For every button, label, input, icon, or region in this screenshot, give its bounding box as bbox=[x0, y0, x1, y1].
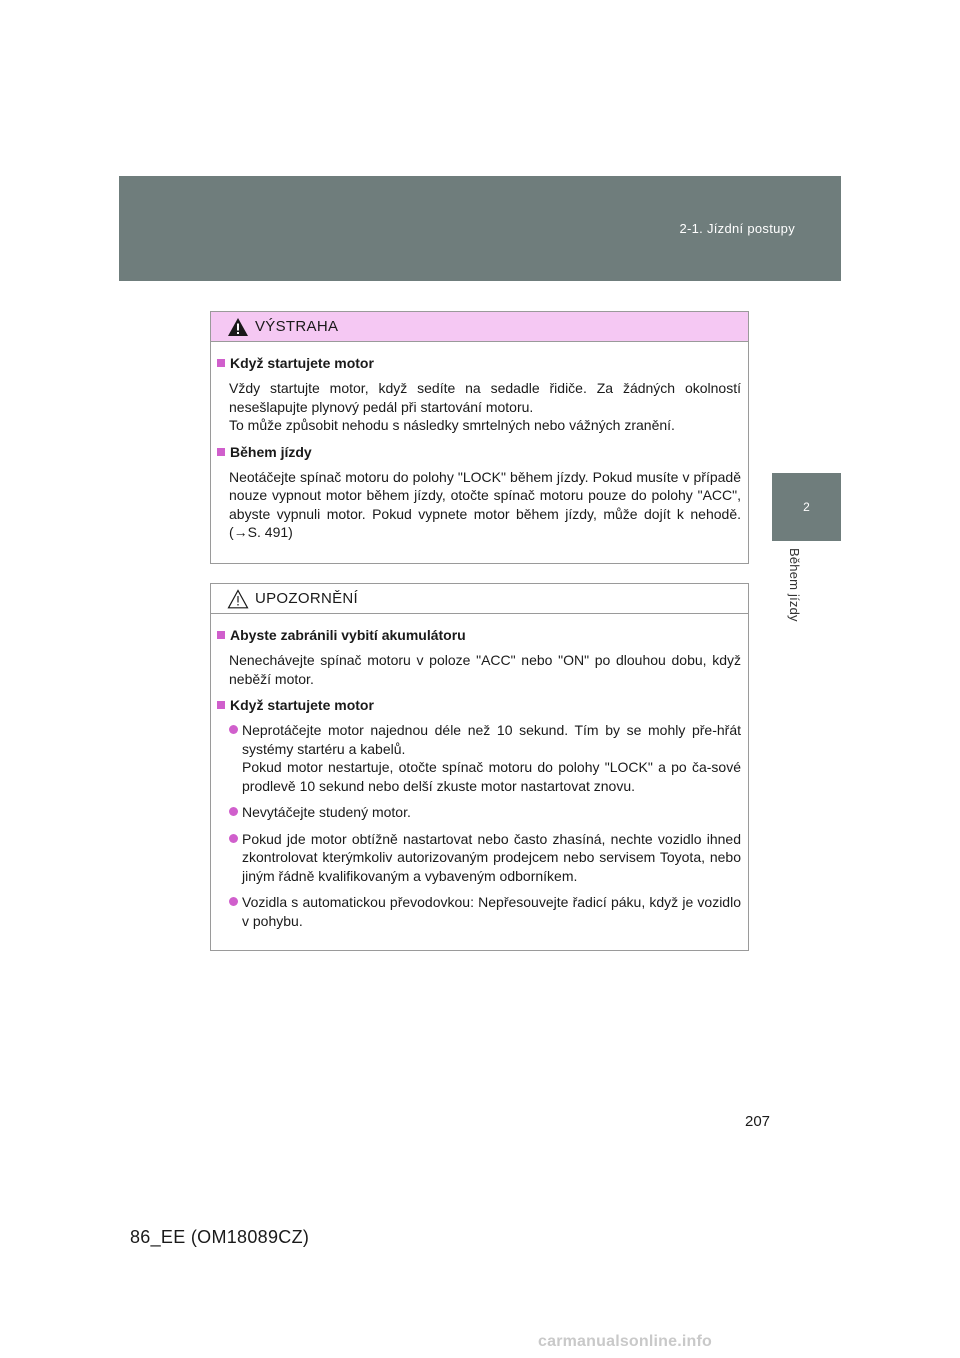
square-bullet-icon bbox=[217, 448, 225, 456]
caution-item-heading: Když startujete motor bbox=[217, 696, 741, 715]
caution-triangle-icon bbox=[227, 589, 249, 609]
caution-body bbox=[211, 614, 748, 930]
caution-paragraph: Nenechávejte spínač motoru v poloze "ACC" nebo "ON" po dlouhou dobu, když neběží motor. bbox=[229, 652, 741, 687]
warning-item-heading: Během jízdy bbox=[217, 443, 741, 462]
caution-box bbox=[210, 583, 749, 951]
chapter-tab: 2 bbox=[772, 473, 841, 541]
header-band bbox=[119, 176, 841, 281]
round-bullet-icon bbox=[229, 897, 238, 906]
caution-header bbox=[211, 584, 748, 614]
caution-title: UPOZORNĚNÍ bbox=[255, 590, 359, 607]
document-code: 86_EE (OM18089CZ) bbox=[130, 1227, 310, 1247]
chapter-label: Během jízdy bbox=[787, 548, 802, 622]
round-bullet-icon bbox=[229, 725, 238, 734]
warning-body bbox=[211, 342, 748, 542]
page-number: 207 bbox=[745, 1113, 771, 1130]
square-bullet-icon bbox=[217, 359, 225, 367]
warning-header bbox=[211, 312, 748, 342]
warning-title: VÝSTRAHA bbox=[255, 318, 339, 335]
warning-box bbox=[210, 311, 749, 564]
warning-paragraph: Neotáčejte spínač motoru do polohy "LOCK" během jízdy. Pokud musíte v případě nouze vypnout motor během jízdy, otočte spínač motoru pouze do polohy "ACC", abyste vypnuli motor. Pokud vypnete motor během jízdy, může dojít k nehodě. (→S. 491) bbox=[229, 468, 741, 540]
caution-bullet: Pokud jde motor obtížně nastartovat nebo často zhasíná, nechte vozidlo ihned zkontrolovat kterýmkoliv autorizovaným prodejcem nebo servisem Toyota, nebo jiným řádně kvalifikovaným a vybaveným odborníkem. bbox=[229, 830, 741, 886]
square-bullet-icon bbox=[217, 701, 225, 709]
caution-item-heading: Abyste zabránili vybití akumulátoru bbox=[217, 626, 741, 645]
caution-bullet: Nevytáčejte studený motor. bbox=[229, 803, 741, 822]
section-title: 2-1. Jízdní postupy bbox=[679, 221, 795, 236]
square-bullet-icon bbox=[217, 631, 225, 639]
watermark: carmanualsonline.info bbox=[538, 1333, 713, 1350]
caution-bullet: Vozidla s automatickou převodovkou: Nepřesouvejte řadicí páku, když je vozidlo v pohybu. bbox=[229, 893, 741, 930]
warning-paragraph: Vždy startujte motor, když sedíte na sedadle řidiče. Za žádných okolností nesešlapujte plynový pedál při startování motoru. To může způsobit nehodu s následky smrtelných nebo vážných zranění. bbox=[229, 380, 741, 433]
round-bullet-icon bbox=[229, 807, 238, 816]
caution-bullet: Neprotáčejte motor najednou déle než 10 sekund. Tím by se mohly pře-hřát systémy startéru a kabelů. Pokud motor nestartuje, otočte spínač motoru do polohy "LOCK" a po ča-sové prodlevě 10 sekund nebo delší zkuste motor nastartovat znovu. bbox=[229, 721, 741, 795]
warning-triangle-icon bbox=[227, 317, 249, 337]
warning-item-heading: Když startujete motor bbox=[217, 354, 741, 373]
round-bullet-icon bbox=[229, 834, 238, 843]
